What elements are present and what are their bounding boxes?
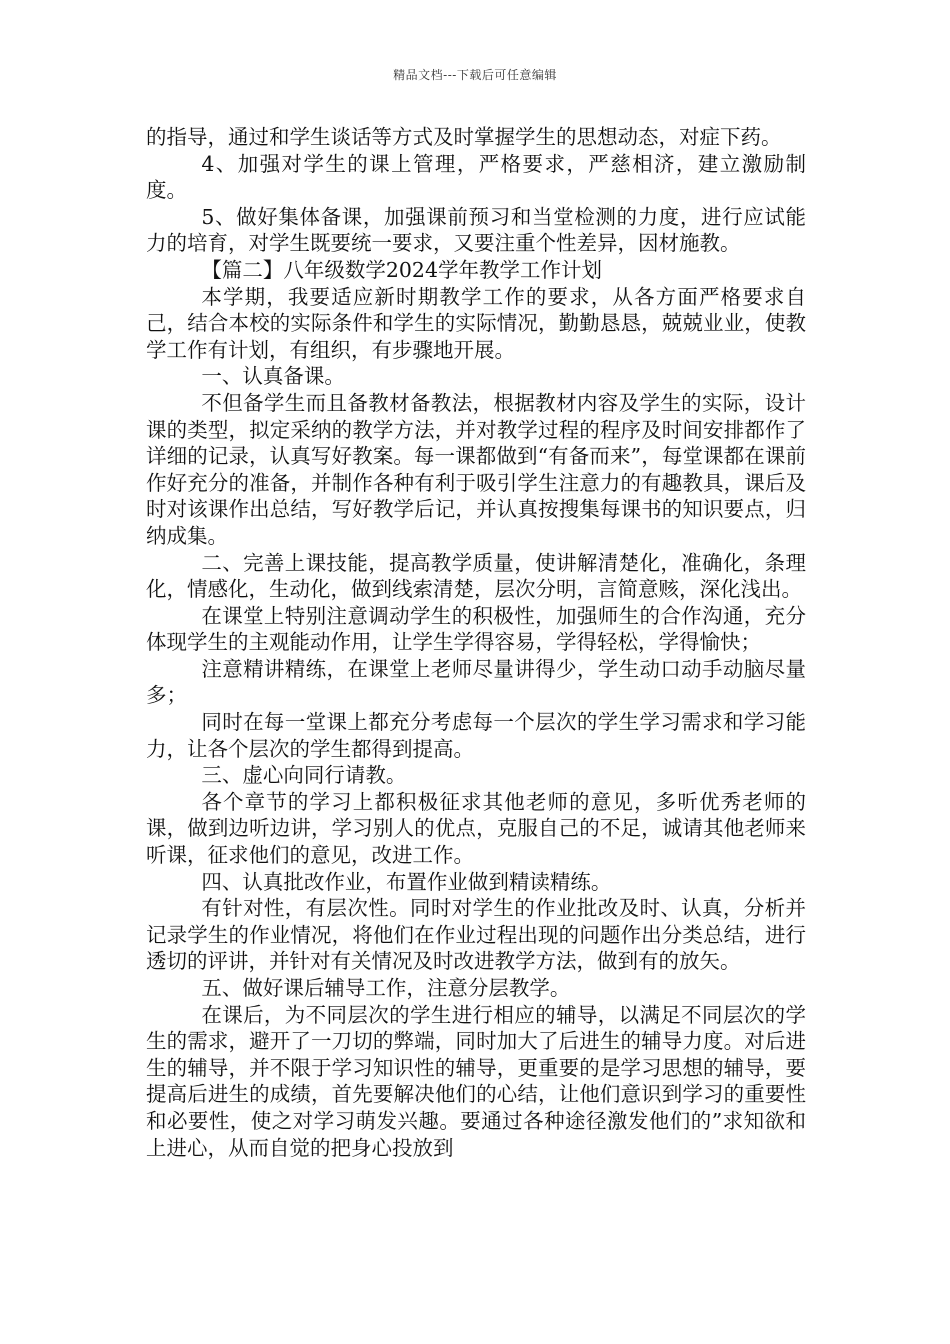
paragraph-10: 注意精讲精练，在课堂上老师尽量讲得少，学生动口动手动脑尽量多；: [146, 656, 806, 708]
subheading-4: 四、认真批改作业，布置作业做到精读精练。: [201, 869, 612, 894]
subheading-2: 二、完善上课技能，提高教学质量，使讲解清楚化，准确化，条理化，情感化，生动化，做到线索清楚，层次分明，言简意赅，深化浅出。: [146, 550, 806, 602]
paragraph-2: 4、加强对学生的课上管理，严格要求，严慈相济，建立激励制度。: [146, 151, 806, 203]
paragraph-11: 同时在每一堂课上都充分考虑每一个层次的学生学习需求和学习能力，让各个层次的学生都得到提高。: [146, 710, 806, 761]
section-heading: 【篇二】八年级数学2024学年教学工作计划: [201, 257, 603, 282]
paragraph-7: 不但备学生而且备教材备教法，根据教材内容及学生的实际，设计课的类型，拟定采纳的教学方法，并对教学过程的程序及时间安排都作了详细的记录，认真写好教案。每一课都做到“有备而来”，每堂课都在课前作好充分的准备，并制作各种有利于吸引学生注意力的有趣教具，课后及时对该课作出总结，写好教学后记，并认真按搜集每课书的知识要点，归纳成集。: [146, 390, 806, 548]
subheading-5: 五、做好课后辅导工作，注意分层教学。: [201, 976, 571, 1000]
paragraph-17: 在课后，为不同层次的学生进行相应的辅导，以满足不同层次的学生的需求，避开了一刀切的弊端，同时加大了后进生的辅导力度。对后进生的辅导，并不限于学习知识性的辅导，更重要的是学习思想的辅导，要提高后进生的成绩，首先要解决他们的心结，让他们意识到学习的重要性和必要性，使之对学习萌发兴趣。要通过各种途径激发他们的”求知欲和上进心，从而自觉的把身心投放到: [146, 1002, 806, 1160]
paragraph-1: 的指导，通过和学生谈话等方式及时掌握学生的思想动态，对症下药。: [146, 125, 782, 149]
page-header: 精品文档---下载后可任意编辑: [393, 68, 557, 82]
paragraph-3: 5、做好集体备课，加强课前预习和当堂检测的力度，进行应试能力的培育，对学生既要统一要求，又要注重个性差异，因材施教。: [146, 204, 806, 256]
document-body: [146, 124, 806, 1161]
subheading-1: 一、认真备课。: [201, 364, 345, 389]
paragraph-15: 有针对性，有层次性。同时对学生的作业批改及时、认真，分析并记录学生的作业情况，将他们在作业过程出现的问题作出分类总结，进行透切的评讲，并针对有关情况及时改进教学方法，做到有的放矢。: [146, 896, 806, 974]
paragraph-13: 各个章节的学习上都积极征求其他老师的意见，多听优秀老师的课，做到边听边讲，学习别人的优点，克服自己的不足，诚请其他老师来听课，征求他们的意见，改进工作。: [146, 789, 806, 868]
subheading-3: 三、虚心向同行请教。: [201, 763, 407, 788]
paragraph-5: 本学期，我要适应新时期教学工作的要求，从各方面严格要求自己，结合本校的实际条件和学生的实际情况，勤勤恳恳，兢兢业业，使教学工作有计划，有组织，有步骤地开展。: [146, 284, 806, 362]
paragraph-9: 在课堂上特别注意调动学生的积极性，加强师生的合作沟通，充分体现学生的主观能动作用，让学生学得容易，学得轻松，学得愉快；: [146, 603, 806, 655]
